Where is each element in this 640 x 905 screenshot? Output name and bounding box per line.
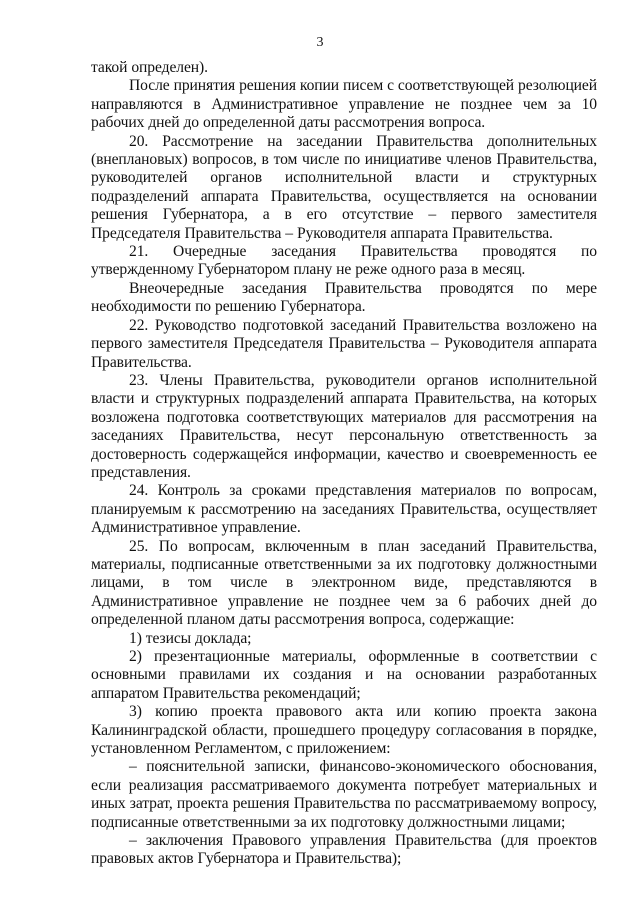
paragraph-item-25: 25. По вопросам, включенным в план заседаний Правительства, материалы, подписанные ответственными за их подготовку должностными лицами, в том числе в электронном виде, представляются в Административное управление не позднее чем за 6 рабочих дней до определенной планом даты рассмотрения вопроса, содержащие:: [91, 537, 597, 629]
list-dash-item-legal-conclusion: – заключения Правового управления Правительства (для проектов правовых актов Губернатора и Правительства);: [91, 832, 597, 868]
paragraph-letters-routing: После принятия решения копии писем с соответствующей резолюцией направляются в Административное управление не позднее чем за 10 рабочих дней до определенной даты рассмотрения вопроса.: [91, 77, 597, 132]
paragraph-item-23: 23. Члены Правительства, руководители органов исполнительной власти и структурных подразделений аппарата Правительства, на которых возложена подготовка соответствующих материалов для рассмотрения на заседаниях Правительства, несут персональную ответственность за достоверность содержащейся информации, качество и своевременность ее представления.: [91, 371, 597, 481]
document-body: [91, 59, 597, 869]
list-dash-item-explanatory-note: – пояснительной записки, финансово-экономического обоснования, если реализация рассматриваемого документа потребует материальных и иных затрат, проекта решения Правительства по рассматриваемому вопросу, подписанные ответственными за их подготовку должностными лицами;: [91, 758, 597, 831]
paragraph-item-24: 24. Контроль за сроками представления материалов по вопросам, планируемым к рассмотрению на заседаниях Правительства, осуществляет Административное управление.: [91, 482, 597, 537]
paragraph-item-22: 22. Руководство подготовкой заседаний Правительства возложено на первого заместителя Председателя Правительства – Руководителя аппарата Правительства.: [91, 316, 597, 371]
paragraph-item-21: 21. Очередные заседания Правительства проводятся по утвержденному Губернатором плану не реже одного раза в месяц.: [91, 243, 597, 279]
page-number: 3: [316, 35, 324, 50]
paragraph-extraordinary-sessions: Внеочередные заседания Правительства проводятся по мере необходимости по решению Губернатора.: [91, 279, 597, 316]
list-item-2: 2) презентационные материалы, оформленные в соответствии с основными правилами их создания и на основании разработанных аппаратом Правительства рекомендаций;: [91, 648, 597, 702]
list-item-3: 3) копию проекта правового акта или копию проекта закона Калининградской области, прошедшего процедуру согласования в порядке, установленном Регламентом, с приложением:: [91, 703, 597, 758]
paragraph-continuation: такой определен).: [91, 59, 208, 76]
list-item-1: 1) тезисы доклада;: [129, 629, 252, 647]
paragraph-item-20: 20. Рассмотрение на заседании Правительства дополнительных (внеплановых) вопросов, в том числе по инициативе членов Правительства, руководителей органов исполнительной власти и структурных подразделений аппарата Правительства, осуществляется на основании решения Губернатора, а в его отсутствие – первого заместителя Председателя Правительства – Руководителя аппарата Правительства.: [91, 132, 597, 242]
